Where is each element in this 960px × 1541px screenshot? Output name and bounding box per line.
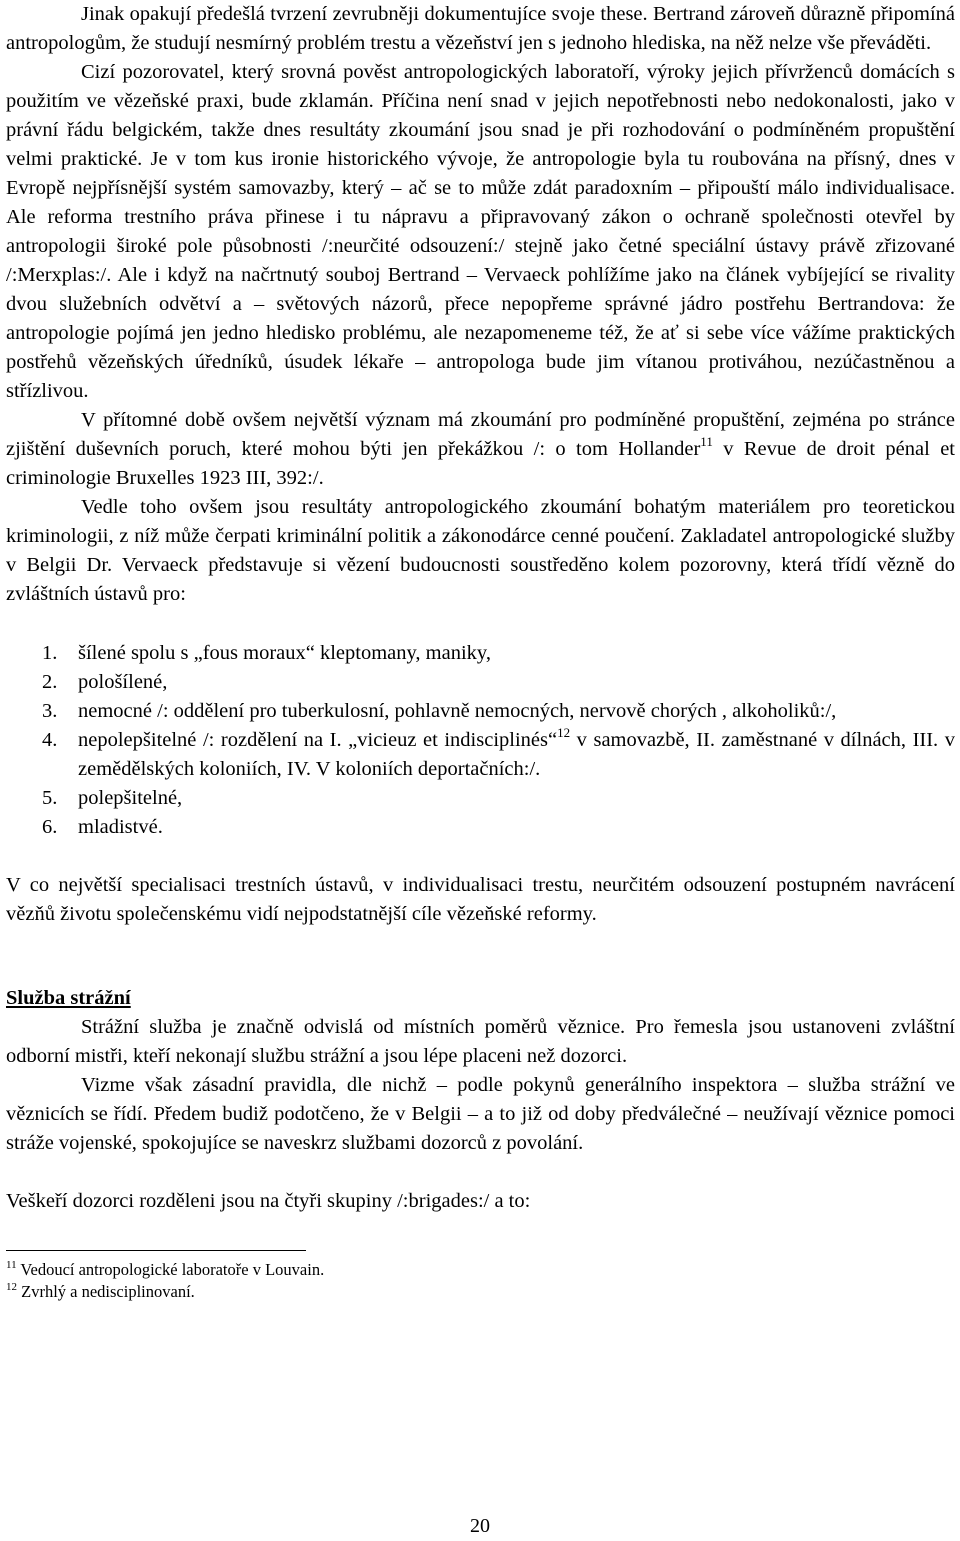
footnote-ref-12[interactable]: 12 [557,725,571,740]
list-item-number: 2. [42,671,58,693]
section-paragraph-3: Veškeří dozorci rozděleni jsou na čtyři skupiny /:brigades:/ a to: [6,1190,531,1212]
list-item-number: 6. [42,816,58,838]
list-item [6,813,955,842]
section-paragraph-2: Vizme však zásadní pravidla, dle nichž – podle pokynů generálního inspektora – služba strážní ve věznicích se řídí. Předem budiž podotčeno, že v Belgii – a to již od doby předválečné – neužívají věznice pomoci stráže vojenské, spokojujíce se naveskrz službami dozorců z povolání. [6,1074,955,1154]
list-item-number: 5. [42,787,58,809]
list-item [6,784,955,813]
footnote-ref-11[interactable]: 11 [700,434,713,449]
list-item-text: mladistvé. [78,816,163,838]
list-item [6,639,955,668]
list-item-text [78,726,955,784]
section-paragraph-1: Strážní služba je značně odvislá od místních poměrů věznice. Pro řemesla jsou ustanoveni zvláštní odborní mistři, kteří nekonají službu strážní a jsou lépe placeni než dozorci. [6,1016,955,1067]
section-heading: Služba strážní [6,987,131,1009]
list-item-text: šílené spolu s „fous moraux“ kleptomany, maniky, [78,642,491,664]
list-item-text: polepšitelné, [78,787,183,809]
paragraph-intro-3-text: V přítomné době ovšem největší význam má zkoumání pro podmíněné propuštění, zejména po stránce zjištění duševních poruch, které mohou býti jen překážkou /: o tom Hollander [6,409,955,460]
footnote-number: 11 [6,1259,17,1271]
paragraph-intro-3-text-end: v Revue de droit pénal et criminologie Bruxelles 1923 III, 392:/. [6,438,955,489]
footnote-text: Zvrhlý a nedisciplinovaní. [17,1282,195,1301]
paragraph-closing: V co největší specialisaci trestních ústavů, v individualisaci trestu, neurčitém odsouzení postupném navrácení vězňů životu společenskému vidí nejpodstatnější cíle vězeňské reformy. [6,874,955,925]
footnote-text: Vedoucí antropologické laboratoře v Louvain. [16,1260,325,1279]
document-page [6,0,955,1303]
footnote-12 [6,1281,955,1303]
paragraph-intro-2: Cizí pozorovatel, který srovná pověst antropologických laboratoří, výroky jejich přívrženců domácích s použitím ve vězeňské praxi, bude zklamán. Příčina není snad v jejich nepotřebnosti nebo nedokonalosti, jako v právní řádu belgickém, takže dnes resultáty zkoumání jsou snad je při rozhodování o podmíněném propuštění velmi praktické. Je v tom kus ironie historického vývoje, že antropologie byla tu roubována na přísný, dnes v Evropě nejpřísnější systém samovazby, který – ač se to může zdát paradoxním – připouští málo individualisace. Ale reforma trestního práva přinese i tu nápravu a připravovaný zákon o ochraně společnosti otevřel by antropologii široké pole působnosti /:neurčité odsouzení:/ stejně jako četné speciální ústavy právě zřizované /:Merxplas:/. Ale i když na načrtnutý souboj Bertrand – Vervaeck pohlížíme jako na článek vybíjející se rivality dvou služebních odvětví a – světových názorů, přece nepopřeme správné jádro postřehu Bertrandova: že antropologie pojímá jen jedno hledisko problému, ale nezapomeneme též, že ať si sebe více vážíme praktických postřehů vězeňských úředníků, úsudek lékaře – antropologa bude jim vítanou protiváhou, nezúčastněnou a střízlivou. [6,61,955,402]
paragraph-intro-1: Jinak opakují předešlá tvrzení zevrubněji dokumentujíce svoje these. Bertrand zároveň důrazně připomíná antropologům, že studují nesmírný problém trestu a vězeňství jen s jednoho hlediska, na něž nelze vše převáděti. [6,3,955,54]
list-item-text: nemocné /: oddělení pro tuberkulosní, pohlavně nemocných, nervově chorých , alkoholiků:/, [78,700,837,722]
footnote-divider [6,1250,306,1251]
list-item [6,726,955,784]
list-item-text-start: nepolepšitelné /: rozdělení na I. „vicieuz et indisciplinés“ [78,729,558,751]
footnote-11 [6,1259,955,1281]
page-number: 20 [470,1515,490,1537]
footnote-number: 12 [6,1281,17,1293]
footnotes [6,1259,955,1303]
list-item-number: 4. [42,729,58,751]
paragraph-intro-4: Vedle toho ovšem jsou resultáty antropologického zkoumání bohatým materiálem pro teoretickou kriminologii, z níž může čerpati kriminální politik a zákonodárce cenné poučení. Zakladatel antropologické služby v Belgii Dr. Vervaeck představuje si vězení budoucnosti soustředěno kolem pozorovny, která třídí vězně do zvláštních ústavů pro: [6,496,955,605]
prison-category-list [6,639,955,842]
list-item-text-end: v samovazbě, II. zaměstnané v dílnách, III. v zemědělských koloniích, IV. V koloniích deportačních:/. [78,729,955,780]
list-item-text: pološílené, [78,671,168,693]
list-item-number: 3. [42,700,58,722]
list-item-number: 1. [42,642,58,664]
list-item [6,697,955,726]
list-item [6,668,955,697]
paragraph-intro-3 [6,406,955,493]
